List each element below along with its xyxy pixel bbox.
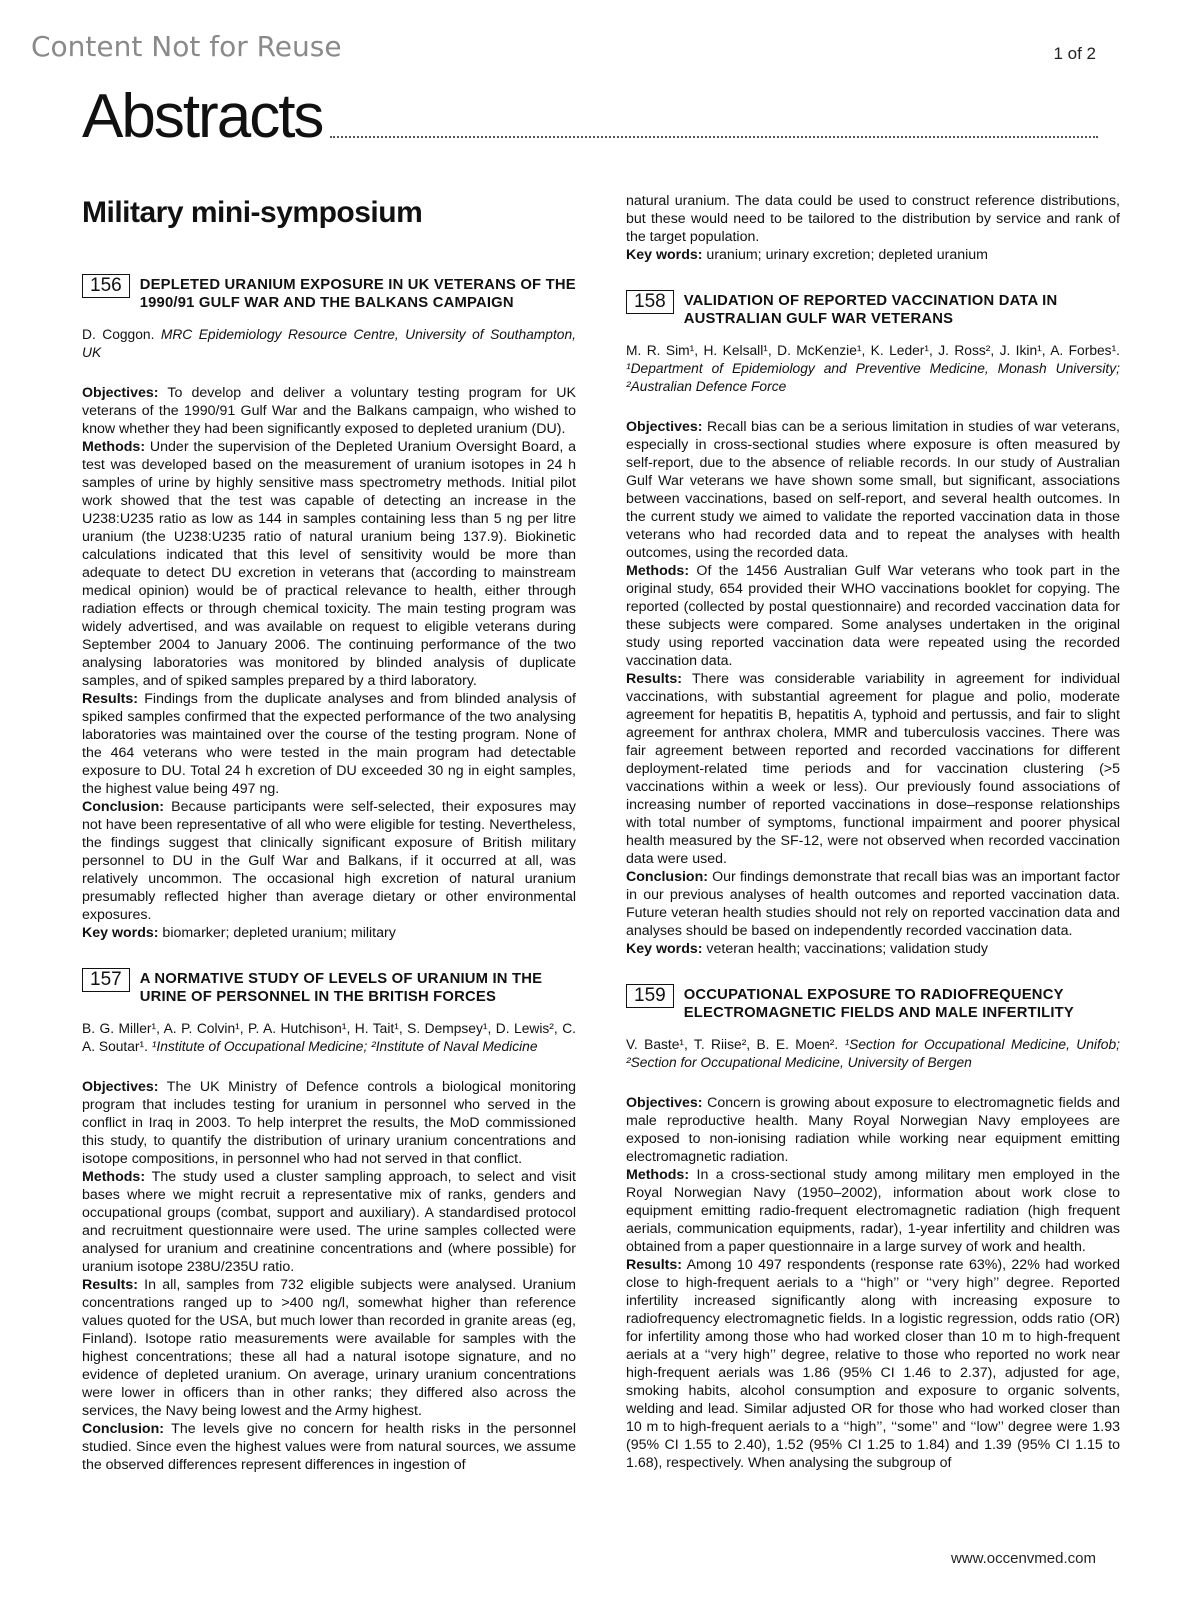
results-text: There was considerable variability in agreement for individual vaccinations, with substantial agreement for plague and polio, moderate agreement for hepatitis B, hepatitis A, typhoid and pertussis, and fair to slight agreement for anthrax cholera, MMR and tuberculosis vaccines. There was fair agreement between reported and recorded vaccinations for different deployment-related time periods and for vaccination clustering (>5 vaccinations within a week or less). Our previously found associations of increasing number of reported vaccinations in dose–response relationships with total number of symptoms, functional impairment and poorer physical health measured by the SF-12, were not observed when recorded vaccination data were used. [626, 671, 1120, 867]
results-paragraph [82, 690, 576, 798]
section-title: Military mini-symposium [82, 196, 423, 229]
author-list: B. G. Miller¹, A. P. Colvin¹, P. A. Hutchison¹, H. Tait¹, S. Dempsey¹, D. Lewis², C. A. Soutar¹. [82, 1021, 576, 1054]
conclusion-paragraph [82, 798, 576, 924]
abstract-heading [626, 290, 1120, 328]
abstract-159 [626, 984, 1120, 1472]
objectives-paragraph [82, 1078, 576, 1168]
conclusion-paragraph [82, 1420, 576, 1474]
journal-header [82, 78, 1098, 151]
abstract-156 [82, 274, 576, 942]
objectives-label: Objectives: [626, 419, 703, 435]
abstract-title: VALIDATION OF REPORTED VACCINATION DATA IN AUSTRALIAN GULF WAR VETERANS [683, 293, 1058, 327]
objectives-label: Objectives: [626, 1095, 703, 1111]
results-label: Results: [626, 671, 682, 687]
objectives-text: To develop and deliver a voluntary testing program for UK veterans of the 1990/91 Gulf War and the Balkans campaign, who wished to know whether they had been significantly exposed to depleted uranium (DU). [82, 385, 576, 437]
methods-label: Methods: [626, 563, 690, 579]
objectives-paragraph [82, 384, 576, 438]
objectives-text: Concern is growing about exposure to electromagnetic fields and male reproductive health. Many Royal Norwegian Navy employees are exposed to non-ionising radiation while working near equipment emitting electromagnetic radiation. [626, 1095, 1120, 1165]
abstract-heading [626, 984, 1120, 1022]
results-label: Results: [82, 691, 138, 707]
conclusion-paragraph [626, 868, 1120, 940]
abstract-title: A NORMATIVE STUDY OF LEVELS OF URANIUM IN THE URINE OF PERSONNEL IN THE BRITISH FORCES [139, 971, 543, 1005]
abstract-title: OCCUPATIONAL EXPOSURE TO RADIOFREQUENCY ELECTROMAGNETIC FIELDS AND MALE INFERTILITY [683, 987, 1074, 1021]
conclusion-label: Conclusion: [82, 799, 164, 815]
author-list: M. R. Sim¹, H. Kelsall¹, D. McKenzie¹, K. Leder¹, J. Ross², J. Ikin¹, A. Forbes¹. [626, 343, 1120, 358]
author-list: D. Coggon. [82, 327, 155, 342]
abstract-number: 156 [82, 274, 130, 298]
objectives-paragraph [626, 418, 1120, 562]
abstract-authors [626, 1036, 1120, 1072]
conclusion-text: Our findings demonstrate that recall bias was an important factor in our previous analyses of health outcomes and reported vaccination data. Future veteran health studies should not rely on reported vaccination data and analyses should be based on independently recorded vaccination data. [626, 869, 1120, 939]
keywords-text: biomarker; depleted uranium; military [158, 925, 396, 941]
methods-text: Of the 1456 Australian Gulf War veterans who took part in the original study, 654 provided their WHO vaccinations booklet for copying. The reported (collected by postal questionnaire) and recorded vaccination data for these subjects were compared. Some analyses undertaken in the original study using reported vaccination data were repeated using the recorded vaccination data. [626, 563, 1120, 669]
methods-text: Under the supervision of the Depleted Uranium Oversight Board, a test was developed based on the measurement of uranium isotopes in 24 h samples of urine by highly sensitive mass spectrometry methods. Initial pilot work showed that the test was capable of detecting an increase in the U238:U235 ratio as low as 144 in samples containing less than 5 ng per litre uranium (the U238:U235 ratio of natural uranium being 137.9). Biokinetic calculations indicated that this level of sensitivity would be more than adequate to detect DU excretion in veterans that (according to mainstream medical opinion) would be of practical relevance to health, either through radiation effects or through chemical toxicity. The main testing program was widely advertised, and was available on request to eligible veterans during September 2004 to January 2006. The continuing performance of the two analysing laboratories was monitored by blinded analysis of duplicate samples, and of spiked samples prepared by a third laboratory. [82, 439, 576, 689]
abstract-157 [82, 968, 576, 1474]
continuation-paragraph [626, 192, 1120, 246]
methods-label: Methods: [82, 1169, 146, 1185]
keywords-text: veteran health; vaccinations; validation study [702, 941, 988, 957]
keywords-label: Key words: [82, 925, 159, 941]
author-list: V. Baste¹, T. Riise², B. E. Moen². [626, 1037, 839, 1052]
abstract-authors [82, 1020, 576, 1056]
results-paragraph [82, 1276, 576, 1420]
abstract-number: 159 [626, 984, 674, 1008]
footer-url[interactable]: www.occenvmed.com [950, 1550, 1096, 1567]
conclusion-text: The levels give no concern for health risks in the personnel studied. Since even the highest values were from natural sources, we assume the observed differences represent differences in ingestion of [82, 1421, 576, 1473]
author-affiliation: ¹Department of Epidemiology and Preventive Medicine, Monash University; ²Australian Defence Force [626, 361, 1120, 394]
author-affiliation: ¹Institute of Occupational Medicine; ²Institute of Naval Medicine [151, 1039, 538, 1054]
methods-paragraph [626, 1166, 1120, 1256]
methods-label: Methods: [626, 1167, 690, 1183]
abstract-number: 157 [82, 968, 130, 992]
keywords-paragraph [626, 940, 1120, 958]
objectives-text: The UK Ministry of Defence controls a biological monitoring program that includes testing for uranium in personnel who served in the conflict in Iraq in 2003. To help interpret the results, the MoD commissioned this study, to quantify the distribution of urinary uranium concentrations and isotope compositions, in personnel who had not served in that conflict. [82, 1079, 576, 1167]
abstract-title: DEPLETED URANIUM EXPOSURE IN UK VETERANS OF THE 1990/91 GULF WAR AND THE BALKANS CAMPAIGN [139, 277, 576, 311]
header-dotted-rule [330, 136, 1098, 138]
results-text: Among 10 497 respondents (response rate 63%), 22% had worked close to high-frequent aerials to a ‘‘high’’ or ‘‘very high’’ degree. Reported infertility increased significantly along with increasing exposure to radiofrequency electromagnetic fields. In a logistic regression, odds ratio (OR) for infertility among those who had worked closer than 10 m to high-frequent aerials at a ‘‘very high’’ degree, relative to those who reported no work near high-frequent aerials was 1.86 (95% CI 1.46 to 2.37), adjusted for age, smoking habits, alcohol consumption and exposure to organic solvents, welding and lead. Similar adjusted OR for those who had worked closer than 10 m to high-frequent aerials to a ‘‘high’’, ‘‘some’’ and ‘‘low’’ degree were 1.93 (95% CI 1.55 to 2.40), 1.52 (95% CI 1.25 to 1.84) and 1.39 (95% CI 1.15 to 1.68), respectively. When analysing the subgroup of [626, 1257, 1120, 1471]
conclusion-label: Conclusion: [82, 1421, 164, 1437]
page-number: 1 of 2 [1053, 44, 1096, 63]
results-text: In all, samples from 732 eligible subjects were analysed. Uranium concentrations ranged up to >400 ng/l, somewhat higher than reference values quoted for the USA, but much lower than recorded in granite areas (eg, Finland). Isotope ratio measurements were available for samples with the highest concentrations; these all had a natural isotope signature, and no evidence of depleted uranium. On average, urinary uranium concentrations were lower in officers than in other ranks; they differed also across the services, the Navy being lowest and the Army highest. [82, 1277, 576, 1419]
objectives-text: Recall bias can be a serious limitation in studies of war veterans, especially in cross-sectional studies where exposure is often measured by self-report, due to the absence of reliable records. In our study of Australian Gulf War veterans we have shown some small, but significant, associations between vaccinations, based on self-report, and several health outcomes. In the current study we aimed to validate the reported vaccination data in those veterans who had recorded data and to repeat the analyses with health outcomes, using the recorded data. [626, 419, 1120, 561]
continuation-text: natural uranium. The data could be used to construct reference distributions, but these would need to be tailored to the distribution by service and rank of the target population. [626, 193, 1120, 245]
results-paragraph [626, 1256, 1120, 1472]
watermark: Content Not for Reuse [31, 30, 342, 63]
abstract-heading [82, 968, 576, 1006]
methods-text: The study used a cluster sampling approach, to select and visit bases where we might recruit a representative mix of ranks, genders and occupational groups (combat, support and auxiliary). A standardised protocol and recruitment questionnaire were used. The urine samples collected were analysed for uranium and creatinine concentrations and (where possible) for uranium isotope 238U/235U ratio. [82, 1169, 576, 1275]
right-column [626, 192, 1120, 1498]
left-column [82, 192, 576, 1500]
author-affiliation: MRC Epidemiology Resource Centre, University of Southampton, UK [82, 327, 576, 360]
objectives-paragraph [626, 1094, 1120, 1166]
results-paragraph [626, 670, 1120, 868]
objectives-label: Objectives: [82, 1079, 159, 1095]
results-label: Results: [82, 1277, 138, 1293]
methods-paragraph [82, 1168, 576, 1276]
conclusion-label: Conclusion: [626, 869, 708, 885]
keywords-text: uranium; urinary excretion; depleted uranium [702, 247, 988, 263]
author-affiliation: ¹Section for Occupational Medicine, Unifob; ²Section for Occupational Medicine, University of Bergen [626, 1037, 1120, 1070]
methods-paragraph [626, 562, 1120, 670]
results-text: Findings from the duplicate analyses and from blinded analysis of spiked samples confirmed that the expected performance of the two analysing laboratories was maintained over the course of the testing program. None of the 464 veterans who were tested in the main program had detectable exposure to DU. Total 24 h excretion of DU exceeded 30 ng in eight samples, the highest value being 497 ng. [82, 691, 576, 797]
abstract-authors [82, 326, 576, 362]
abstract-heading [82, 274, 576, 312]
abstract-authors [626, 342, 1120, 396]
abstract-157-continued [626, 192, 1120, 264]
keywords-label: Key words: [626, 941, 703, 957]
keywords-paragraph [626, 246, 1120, 264]
methods-paragraph [82, 438, 576, 690]
keywords-paragraph [82, 924, 576, 942]
methods-label: Methods: [82, 439, 146, 455]
header-title: Abstracts [82, 82, 323, 151]
methods-text: In a cross-sectional study among military men employed in the Royal Norwegian Navy (1950–2002), information about work close to equipment emitting radio-frequent electromagnetic radiation (high frequent aerials, communication equipments, radar), 1-year infertility and children was obtained from a paper questionnaire in a large survey of work and health. [626, 1167, 1120, 1255]
keywords-label: Key words: [626, 247, 703, 263]
results-label: Results: [626, 1257, 682, 1273]
objectives-label: Objectives: [82, 385, 159, 401]
conclusion-text: Because participants were self-selected, their exposures may not have been representative of all who were eligible for testing. Nevertheless, the findings suggest that clinically significant exposure of British military personnel to DU in the Gulf War and Balkans, if it occurred at all, was relatively uncommon. The occasional high excretion of natural uranium presumably reflected higher than average dietary or other environmental exposures. [82, 799, 576, 923]
abstract-158 [626, 290, 1120, 958]
abstract-number: 158 [626, 290, 674, 314]
